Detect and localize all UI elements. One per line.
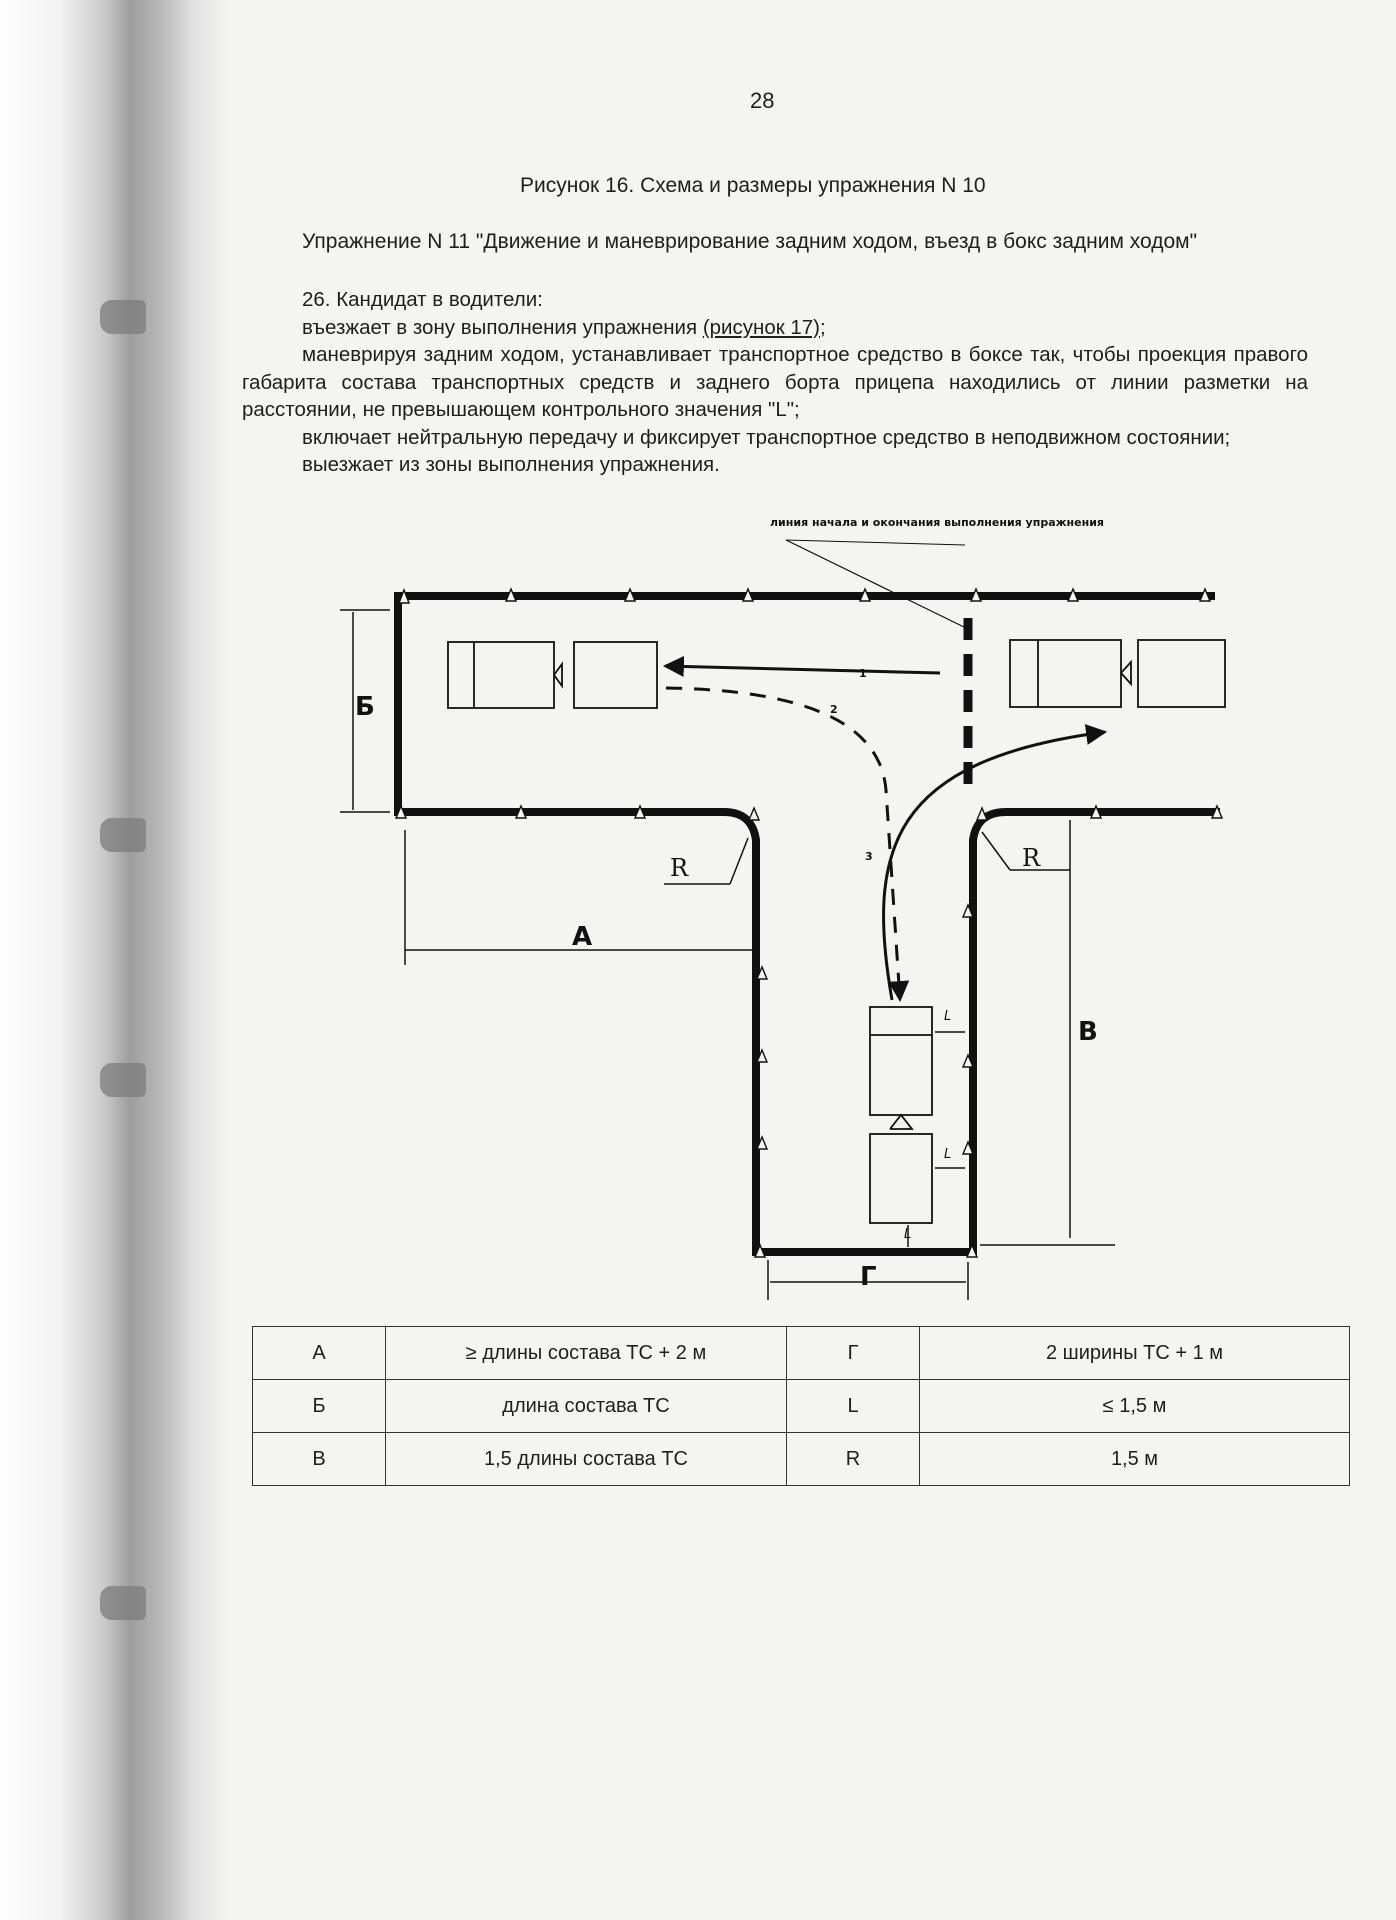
paragraph-item: выезжает из зоны выполнения упражнения. — [302, 453, 720, 476]
label-v: В — [1078, 1017, 1098, 1047]
table-cell: ≥ длины состава ТС + 2 м — [386, 1327, 787, 1380]
table-cell: R — [787, 1433, 920, 1486]
table-cell: 2 ширины ТС + 1 м — [920, 1327, 1350, 1380]
path-number: 1 — [859, 667, 867, 680]
table-cell: А — [253, 1327, 386, 1380]
label-a: А — [572, 922, 593, 952]
label-l: L — [944, 1009, 952, 1024]
paragraph-heading: 26. Кандидат в водители: — [302, 288, 543, 311]
path-number: 3 — [865, 850, 873, 863]
dimension-lines — [340, 610, 1115, 1300]
binder-hole — [100, 300, 146, 334]
table-cell: L — [787, 1380, 920, 1433]
table-cell: длина состава ТС — [386, 1380, 787, 1433]
dimension-labels — [355, 692, 1098, 1292]
table-cell: 1,5 м — [920, 1433, 1350, 1486]
vehicle-in-box — [870, 1007, 932, 1223]
paragraph-item: маневрируя задним ходом, устанавливает транспортное средство в боксе так, чтобы проекция правого габарита состава транспортных средств и заднего борта прицепа находились от линии разметки на расстоянии, не превышающем контрольного значения "L"; — [242, 343, 1308, 421]
parked-vehicle-left — [448, 642, 657, 708]
table-cell: В — [253, 1433, 386, 1486]
page-number: 28 — [750, 88, 775, 113]
table-cell: ≤ 1,5 м — [920, 1380, 1350, 1433]
label-b: Б — [355, 692, 375, 722]
label-l: L — [904, 1227, 912, 1242]
label-r-left: R — [670, 854, 689, 882]
figure-caption: Рисунок 16. Схема и размеры упражнения N 10 — [520, 174, 986, 197]
exercise-diagram — [0, 500, 1396, 1320]
start-vehicle-right — [1010, 640, 1225, 707]
paragraph-item: включает нейтральную передачу и фиксирует транспортное средство в неподвижном состоянии; — [302, 425, 1231, 449]
paragraph-item: въезжает в зону выполнения упражнения (рисунок 17); — [302, 315, 826, 339]
table-cell: Б — [253, 1380, 386, 1433]
path-number: 2 — [830, 703, 838, 716]
start-line-label: линия начала и окончания выполнения упражнения — [770, 516, 1104, 529]
table-row — [253, 1327, 1350, 1380]
exercise-title: Упражнение N 11 "Движение и маневрирование задним ходом, въезд в бокс задним ходом" — [302, 230, 1198, 253]
label-underline — [786, 540, 965, 545]
table-row — [253, 1433, 1350, 1486]
dimensions-table — [252, 1326, 1350, 1486]
figure-link[interactable]: (рисунок 17) — [702, 315, 821, 339]
path-numbers — [830, 667, 873, 863]
label-leader-line — [786, 540, 966, 628]
table-cell: 1,5 длины состава ТС — [386, 1433, 787, 1486]
label-l: L — [944, 1147, 952, 1162]
binder-hole — [100, 1586, 146, 1620]
table-cell: Г — [787, 1327, 920, 1380]
label-g: Г — [860, 1262, 877, 1292]
label-r-right: R — [1022, 844, 1041, 872]
table-row — [253, 1380, 1350, 1433]
paragraph-26 — [242, 286, 1308, 479]
